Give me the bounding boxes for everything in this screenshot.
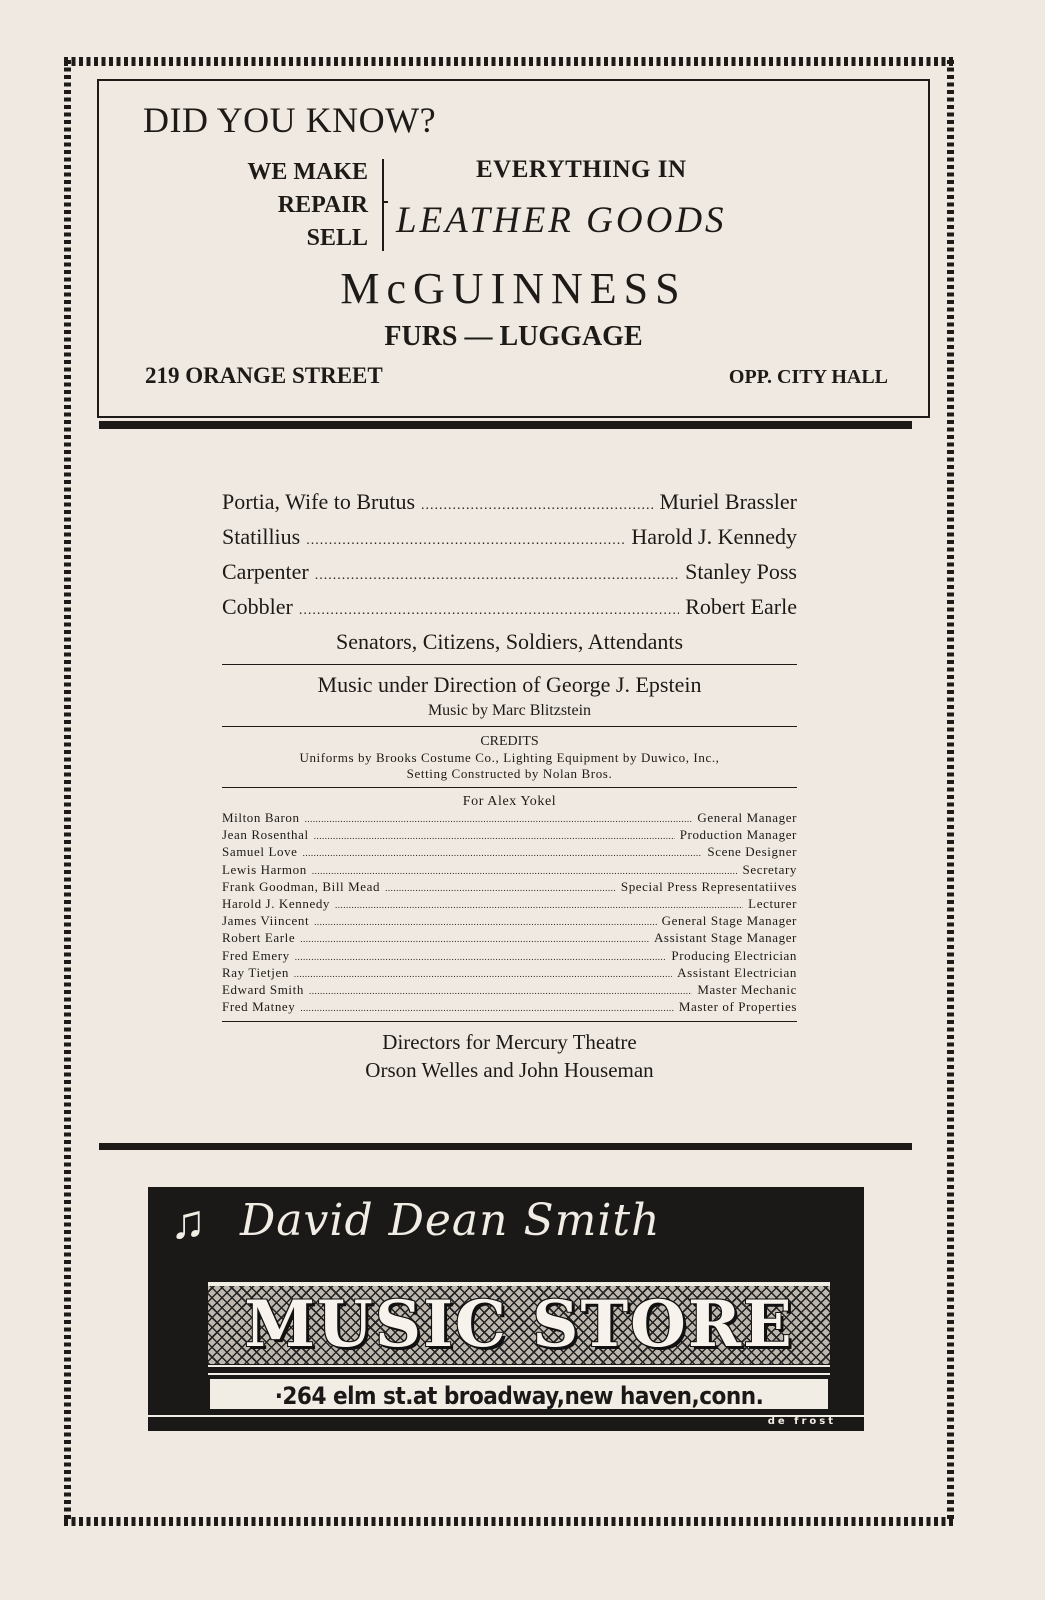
credits-line-1: Uniforms by Brooks Costume Co., Lighting Equipment by Duwico, Inc., [299, 750, 720, 765]
page-border-top [64, 57, 954, 66]
leader-dots [305, 811, 693, 827]
music-store-title: MUSIC STORE [244, 1287, 794, 1362]
staff-title: Scene Designer [707, 844, 797, 860]
leader-dots [314, 914, 657, 930]
cast-role: Carpenter [222, 559, 309, 584]
artist-signature: de frost [767, 1416, 836, 1427]
leader-dots [315, 560, 679, 591]
cast-role: Statillius [222, 524, 301, 549]
cast-row [222, 556, 797, 591]
staff-title: General Stage Manager [661, 913, 797, 929]
staff-title: Assistant Stage Manager [653, 930, 797, 946]
staff-name: Samuel Love [222, 844, 298, 860]
cast-row [222, 521, 797, 556]
brace-divider [376, 159, 384, 251]
cast-actor: Stanley Poss [685, 559, 797, 584]
music-store-ad [148, 1187, 864, 1431]
staff-heading: For Alex Yokel [462, 794, 557, 809]
staff-title: Producing Electrician [671, 947, 797, 963]
leader-dots [312, 863, 738, 879]
music-note-icon: ♫ [170, 1196, 206, 1249]
divider [222, 726, 797, 727]
divider-thick-bottom [99, 1143, 912, 1150]
cast-row [222, 591, 797, 626]
staff-row [222, 965, 797, 982]
cast-role: Portia, Wife to Brutus [222, 489, 416, 514]
music-store-banner [208, 1282, 830, 1364]
staff-name: Harold J. Kennedy [222, 896, 331, 912]
leader-dots [385, 880, 616, 896]
staff-title: Lecturer [748, 896, 797, 912]
decorative-line [148, 1415, 864, 1417]
ad-action-repair: REPAIR [277, 192, 368, 218]
cast-actor: Robert Earle [685, 594, 797, 619]
credits-heading: CREDITS [480, 734, 539, 749]
ensemble-line: Senators, Citizens, Soldiers, Attendants [335, 629, 684, 654]
divider-thick-top [99, 421, 912, 429]
ad-products: FURS — LUGGAGE [384, 321, 643, 352]
divider [222, 664, 797, 665]
staff-name: Ray Tietjen [222, 964, 289, 980]
staff-name: Jean Rosenthal [222, 827, 309, 843]
staff-row [222, 982, 797, 999]
leader-dots [335, 897, 743, 913]
divider [222, 1021, 797, 1022]
leader-dots [300, 931, 649, 947]
ad-actions [247, 156, 368, 255]
leader-dots [309, 983, 692, 999]
ad-action-sell: SELL [306, 225, 368, 251]
ad-address: 219 ORANGE STREET [145, 363, 383, 388]
staff-title: Production Manager [679, 827, 797, 843]
leather-goods-ad [97, 79, 930, 418]
staff-row [222, 930, 797, 947]
cast-list [222, 486, 797, 1084]
ad-brand-name: McGUINNESS [340, 264, 687, 313]
staff-row [222, 999, 797, 1016]
cast-row [222, 486, 797, 521]
leader-dots [300, 1000, 673, 1016]
leader-dots [314, 828, 675, 844]
staff-name: James Viincent [222, 913, 310, 929]
staff-row [222, 844, 797, 861]
page-border-bottom [64, 1517, 954, 1526]
staff-title: Master of Properties [678, 999, 797, 1015]
leader-dots [295, 949, 667, 965]
page-border-left [64, 60, 71, 1522]
staff-name: Robert Earle [222, 930, 296, 946]
ad-leather-goods: LEATHER GOODS [396, 200, 727, 241]
cast-role: Cobbler [222, 594, 293, 619]
music-composer: Music by Marc Blitzstein [427, 702, 592, 719]
leader-dots [306, 525, 625, 556]
ad-everything: EVERYTHING IN [476, 156, 687, 183]
ad-location-note: OPP. CITY HALL [728, 366, 888, 388]
staff-row [222, 913, 797, 930]
cast-actor: Muriel Brassler [659, 489, 797, 514]
leader-dots [299, 595, 679, 626]
staff-row [222, 862, 797, 879]
staff-title: Assistant Electrician [677, 964, 797, 980]
directors-line-2: Orson Welles and John Houseman [365, 1058, 654, 1083]
staff-title: Special Press Representatiives [620, 878, 797, 894]
decorative-stripes [208, 1365, 830, 1375]
staff-row [222, 948, 797, 965]
divider [222, 787, 797, 788]
staff-row [222, 879, 797, 896]
page-border-right [947, 60, 954, 1522]
staff-title: Master Mechanic [697, 982, 797, 998]
staff-row [222, 896, 797, 913]
music-store-address: ·264 elm st.at broadway,new haven,conn. [208, 1377, 830, 1411]
ad-action-make: WE MAKE [247, 159, 368, 185]
leader-dots [421, 490, 654, 521]
cast-actor: Harold J. Kennedy [631, 524, 797, 549]
music-direction: Music under Direction of George J. Epstein [317, 672, 702, 697]
staff-title: Secretary [742, 861, 797, 877]
staff-row [222, 810, 797, 827]
staff-name: Fred Matney [222, 999, 296, 1015]
music-store-owner: David Dean Smith [240, 1195, 661, 1246]
leader-dots [303, 845, 703, 861]
staff-title: General Manager [697, 810, 797, 825]
credits-line-2: Setting Constructed by Nolan Bros. [406, 766, 613, 781]
staff-name: Edward Smith [222, 982, 304, 998]
staff-name: Lewis Harmon [222, 861, 307, 877]
directors-line-1: Directors for Mercury Theatre [382, 1030, 637, 1055]
staff-name: Frank Goodman, Bill Mead [222, 878, 381, 894]
leader-dots [294, 966, 672, 982]
staff-name: Fred Emery [222, 947, 290, 963]
ad-heading: DID YOU KNOW? [143, 100, 437, 140]
staff-row [222, 827, 797, 844]
staff-name: Milton Baron [222, 810, 300, 825]
